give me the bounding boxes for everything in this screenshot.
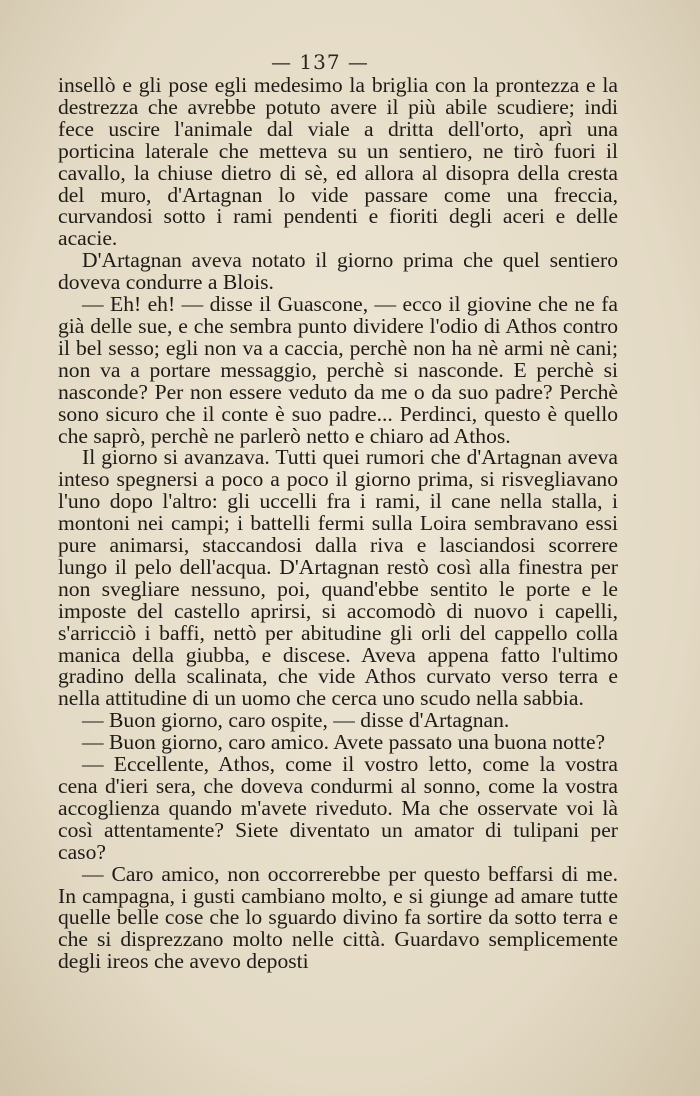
paragraph: — Caro amico, non occorrerebbe per questo beffarsi di me. In campagna, i gusti cambiano molto, e si giunge ad amare tutte quelle belle cose che lo sguardo divino fa sortire da sotto terra e che si disprezzano molto nelle città. Guardavo semplicemente degli ireos che avevo deposti — [58, 861, 618, 974]
page-number: — 137 — — [271, 50, 369, 74]
page-text — [58, 75, 618, 973]
paragraph: insellò e gli pose egli medesimo la briglia con la prontezza e la destrezza che avrebbe potuto avere il più abile scudiere; indi fece uscire l'animale dal viale a dritta dell'orto, aprì una porticina laterale che metteva su un sentiero, ne tirò fuori il cavallo, la chiuse dietro di sè, ed allora al disopra della cresta del muro, d'Artagnan lo vide passare come una freccia, curvandosi sotto i rami pendenti e fioriti degli aceri e delle acacie. — [58, 73, 618, 251]
paragraph: D'Artagnan aveva notato il giorno prima che quel sentiero doveva condurre a Blois. — [58, 248, 618, 295]
paragraph: — Eh! eh! — disse il Guascone, — ecco il giovine che ne fa già delle sue, e che sembra punto dividere l'odio di Athos contro il bel sesso; egli non va a caccia, perchè non ha nè armi nè cani; non va a portare messaggio, perchè si nasconde. E perchè si nasconde? Per non essere veduto da me o da suo padre? Perchè sono sicuro che il conte è suo padre... Perdinci, questo è quello che saprò, perchè ne parlerò netto e chiaro ad Athos. — [58, 292, 618, 448]
paragraph: — Eccellente, Athos, come il vostro letto, come la vostra cena d'ieri sera, che doveva condurmi al sonno, come la vostra accoglienza quando m'avete riveduto. Ma che osservate voi là così attentamente? Siete diventato un amator di tulipani per caso? — [58, 752, 618, 864]
paragraph: — Buon giorno, caro amico. Avete passato una buona notte? — [82, 730, 606, 755]
paragraph: Il giorno si avanzava. Tutti quei rumori che d'Artagnan aveva inteso spegnersi a poco a poco il giorno prima, si risvegliavano l'uno dopo l'altro: gli uccelli fra i rami, il cane nella stalla, i montoni nei campi; i battelli fermi sulla Loira sembravano essi pure animarsi, staccandosi dalla riva e lasciandosi scorrere lungo il pelo dell'acqua. D'Artagnan restò così alla finestra per non svegliare nessuno, poi, quand'ebbe sentito le porte e le imposte del castello aprirsi, si accomodò di nuovo i capelli, s'arricciò i baffi, nettò per abitudine gli orli del cappello colla manica della giubba, e discese. Aveva appena fatto l'ultimo gradino della scalinata, che vide Athos curvato verso terra e nella attitudine di un uomo che cerca uno scudo nella sabbia. — [58, 445, 618, 711]
paragraph: — Buon giorno, caro ospite, — disse d'Artagnan. — [82, 708, 510, 733]
